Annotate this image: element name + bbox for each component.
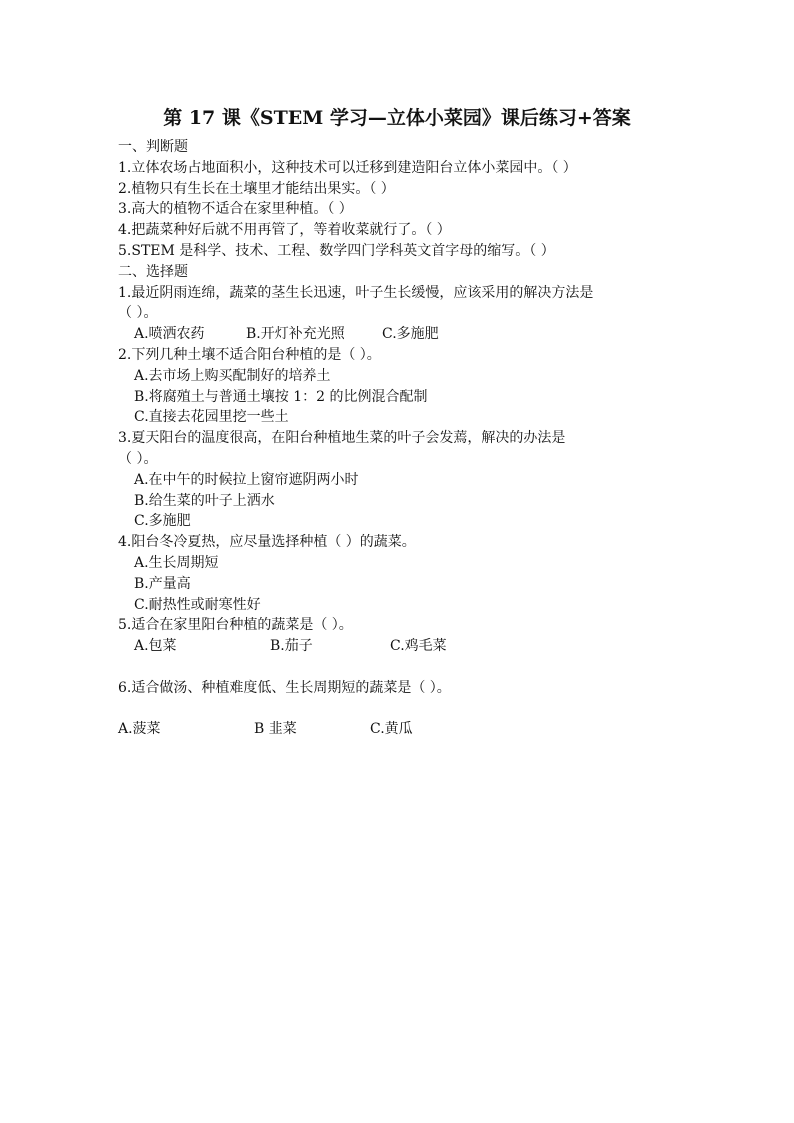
q3-option-c: C.多施肥: [134, 513, 191, 530]
question-5-options: [118, 636, 698, 657]
judgment-item-2: 2.植物只有生长在土壤里才能结出果实。（ ）: [118, 180, 395, 197]
section-heading-judgment: 一、判断题: [118, 139, 188, 155]
judgment-item-3: 3.高大的植物不适合在家里种植。（ ）: [118, 201, 353, 218]
q2-option-b: B.将腐殖土与普通土壤按 1：2 的比例混合配制: [134, 388, 428, 405]
question-3-stem: 3.夏天阳台的温度很高，在阳台种植地生菜的叶子会发蔫，解决的办法是: [118, 430, 566, 447]
q6-option-a: A.菠菜: [118, 721, 161, 738]
spacer: [118, 657, 698, 678]
q1-option-b: B.开灯补充光照: [246, 326, 345, 343]
q1-option-c: C.多施肥: [382, 326, 439, 343]
question-6-stem: 6.适合做汤、种植难度低、生长周期短的蔬菜是（ ）。: [118, 679, 451, 696]
question-3-stem-cont: （ ）。: [118, 450, 158, 467]
section-heading-choice: 二、选择题: [118, 263, 188, 280]
judgment-item-5: 5.STEM 是科学、技术、工程、数学四门学科英文首字母的缩写。（ ）: [118, 242, 555, 259]
question-2-stem: 2.下列几种土壤不适合阳台种植的是（ ）。: [118, 346, 381, 363]
worksheet-body: [118, 137, 698, 740]
q4-option-c: C.耐热性或耐寒性好: [134, 596, 261, 613]
q6-option-c: C.黄瓜: [370, 721, 413, 738]
q5-option-b: B.茄子: [270, 638, 313, 655]
q2-option-a: A.去市场上购买配制好的培养土: [134, 367, 331, 384]
question-4-stem: 4.阳台冬冷夏热，应尽量选择种植（ ）的蔬菜。: [118, 534, 416, 551]
question-1-stem-cont: （ ）。: [118, 305, 158, 322]
q5-option-c: C.鸡毛菜: [390, 638, 447, 655]
page-title: 第 17 课《STEM 学习—立体小菜园》课后练习+答案: [163, 107, 631, 129]
q4-option-b: B.产量高: [134, 575, 191, 592]
q2-option-c: C.直接去花园里挖一些土: [134, 409, 289, 426]
question-1-options: [118, 324, 698, 345]
q5-option-a: A.包菜: [134, 638, 177, 655]
q6-option-b: B 韭菜: [254, 721, 297, 738]
q3-option-b: B.给生菜的叶子上洒水: [134, 492, 275, 509]
q3-option-a: A.在中午的时候拉上窗帘遮阴两小时: [134, 471, 359, 488]
judgment-item-4: 4.把蔬菜种好后就不用再管了，等着收菜就行了。（ ）: [118, 222, 451, 239]
q1-option-a: A.喷洒农药: [134, 326, 205, 343]
question-6-options: [118, 719, 698, 740]
question-1-stem: 1.最近阴雨连绵，蔬菜的茎生长迅速，叶子生长缓慢，应该采用的解决方法是: [118, 284, 594, 301]
judgment-item-1: 1.立体农场占地面积小，这种技术可以迁移到建造阳台立体小菜园中。（ ）: [118, 159, 577, 176]
spacer: [118, 699, 698, 720]
question-5-stem: 5.适合在家里阳台种植的蔬菜是（ ）。: [118, 617, 353, 634]
q4-option-a: A.生长周期短: [134, 554, 219, 571]
